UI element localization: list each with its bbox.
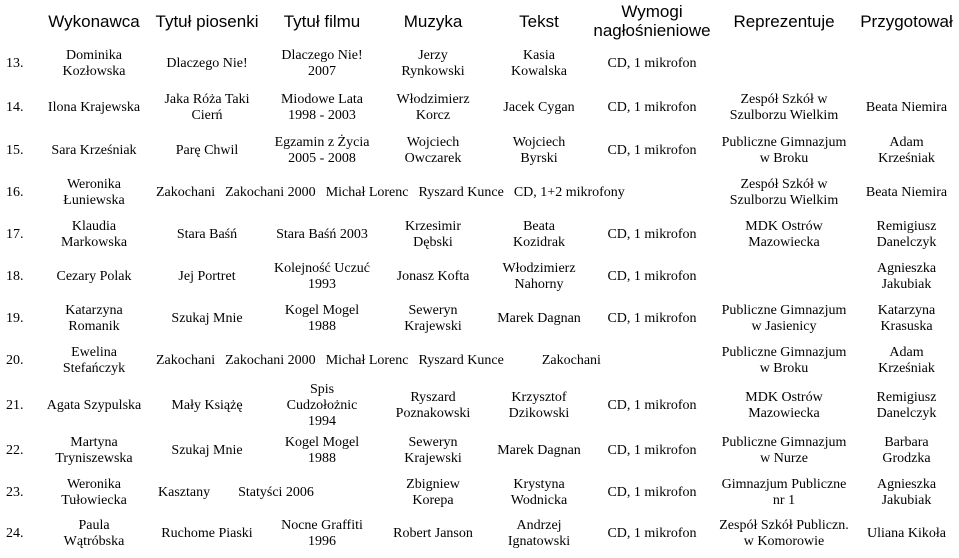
music-cell: Krzesimir Dębski xyxy=(405,219,461,250)
film-cell: Kolejność Uczuć 1993 xyxy=(273,261,371,292)
table-row xyxy=(0,172,959,214)
header-row xyxy=(0,0,959,42)
sound-cell: CD, 1 mikrofon xyxy=(607,311,697,326)
lyrics-cell: Krystyna Wodnicka xyxy=(510,477,568,508)
film-cell: Dlaczego Nie! 2007 xyxy=(281,48,363,79)
represents-cell: Gimnazjum Publiczne nr 1 xyxy=(721,477,847,508)
prepared-cell: Beata Niemira xyxy=(865,185,948,200)
music-cell: Seweryn Krajewski xyxy=(404,435,462,466)
performer-cell: Cezary Polak xyxy=(56,269,132,284)
merged-value: Ryszard Kunce xyxy=(418,353,504,368)
row-number: 16. xyxy=(6,185,24,200)
table-row xyxy=(0,129,959,172)
performer-cell: Katarzyna Romanik xyxy=(65,303,123,334)
row-number: 15. xyxy=(6,142,24,158)
row-number: 18. xyxy=(6,269,24,284)
merged-value: Statyści 2006 xyxy=(238,485,314,500)
row-number: 19. xyxy=(6,311,24,326)
lyrics-cell: Włodzimierz Nahorny xyxy=(502,261,576,292)
lyrics-cell: Marek Dagnan xyxy=(497,443,581,458)
header-lyrics: Tekst xyxy=(519,11,559,31)
music-cell: Jonasz Kofta xyxy=(396,269,470,284)
header-performer: Wykonawca xyxy=(48,11,140,31)
performer-cell: Weronika Tułowiecka xyxy=(61,477,127,508)
song-cell: Szukaj Mnie xyxy=(171,311,243,326)
lyrics-cell: Andrzej Ignatowski xyxy=(507,518,571,549)
represents-cell xyxy=(714,42,854,86)
row-number: 23. xyxy=(6,485,24,500)
header-film: Tytuł filmu xyxy=(283,11,361,31)
sound-cell: CD, 1 mikrofon xyxy=(607,398,697,413)
represents-cell: Publiczne Gimnazjum w Nurze xyxy=(721,435,847,466)
prepared-cell: Remigiusz Danelczyk xyxy=(876,390,937,421)
prepared-cell: Beata Niemira xyxy=(865,99,948,115)
song-cell: Szukaj Mnie xyxy=(171,443,243,458)
sound-cell: CD, 1 mikrofon xyxy=(607,269,697,284)
prepared-cell: Adam Krześniak xyxy=(878,345,935,376)
table-row xyxy=(0,382,959,430)
table-row xyxy=(0,42,959,86)
merged-value: CD, 1+2 mikrofony xyxy=(513,185,625,200)
represents-cell: Publiczne Gimnazjum w Broku xyxy=(721,134,847,166)
song-cell: Mały Książę xyxy=(171,398,243,413)
lyrics-cell: Jacek Cygan xyxy=(503,99,575,115)
music-cell: Seweryn Krajewski xyxy=(404,303,462,334)
music-cell: Zbigniew Korepa xyxy=(406,477,460,508)
merged-value: Zakochani xyxy=(156,353,216,368)
music-cell: Włodzimierz Korcz xyxy=(396,91,470,123)
merged-value: Michał Lorenc xyxy=(325,353,409,368)
music-cell: Ryszard Poznakowski xyxy=(395,390,471,421)
film-cell: Kogel Mogel 1988 xyxy=(284,303,360,334)
film-cell: Spis Cudzołożnic 1994 xyxy=(286,382,358,429)
represents-cell: MDK Ostrów Mazowiecka xyxy=(745,219,823,250)
film-cell: Stara Baśń 2003 xyxy=(276,227,368,242)
song-cell: Stara Baśń xyxy=(176,227,238,242)
sound-cell: CD, 1 mikrofon xyxy=(607,56,697,71)
performer-cell: Martyna Tryniszewska xyxy=(55,435,133,466)
film-cell: Miodowe Lata 1998 - 2003 xyxy=(280,91,364,123)
represents-cell: Publiczne Gimnazjum w Broku xyxy=(721,345,847,376)
lyrics-cell: Kasia Kowalska xyxy=(511,48,567,79)
film-cell: Nocne Graffiti 1996 xyxy=(281,518,363,549)
song-cell: Jej Portret xyxy=(178,269,236,284)
sound-cell: CD, 1 mikrofon xyxy=(607,99,697,115)
merged-value: Zakochani xyxy=(156,185,216,200)
table-row xyxy=(0,340,959,382)
merged-value: Kasztany xyxy=(158,485,211,500)
performer-cell: Klaudia Markowska xyxy=(60,219,128,250)
header-song: Tytuł piosenki xyxy=(155,11,259,31)
table-row xyxy=(0,514,959,554)
lyrics-cell: Wojciech Byrski xyxy=(512,134,566,166)
song-cell: Parę Chwil xyxy=(175,142,239,158)
merged-value: Zakochani xyxy=(541,353,601,368)
song-cell: Jaka Róża Taki Cierń xyxy=(164,91,250,123)
prepared-cell: Uliana Kikoła xyxy=(867,526,946,541)
prepared-cell xyxy=(854,42,959,86)
prepared-cell: Adam Krześniak xyxy=(878,134,935,166)
row-number: 24. xyxy=(6,526,24,541)
represents-cell: MDK Ostrów Mazowiecka xyxy=(745,390,823,421)
song-cell: Ruchome Piaski xyxy=(161,526,253,541)
table-row xyxy=(0,214,959,256)
row-number: 17. xyxy=(6,227,24,242)
represents-cell: Zespół Szkół w Szulborzu Wielkim xyxy=(729,177,839,208)
performer-cell: Weronika Łuniewska xyxy=(63,177,125,208)
prepared-cell: Agnieszka Jakubiak xyxy=(876,261,937,292)
film-cell: Egzamin z Życia 2005 - 2008 xyxy=(274,134,370,166)
music-cell: Robert Janson xyxy=(393,526,473,541)
row-number: 21. xyxy=(6,398,24,413)
film-cell: Kogel Mogel 1988 xyxy=(284,435,360,466)
prepared-cell: Agnieszka Jakubiak xyxy=(876,477,937,508)
merged-cell xyxy=(148,172,714,214)
performer-cell: Paula Wątróbska xyxy=(63,518,125,549)
table-row xyxy=(0,298,959,340)
prepared-cell: Remigiusz Danelczyk xyxy=(876,219,937,250)
row-number: 14. xyxy=(6,99,24,115)
header-represents: Reprezentuje xyxy=(733,11,835,31)
represents-cell xyxy=(714,256,854,298)
merged-cell xyxy=(148,472,378,514)
lyrics-cell: Beata Kozidrak xyxy=(512,219,566,250)
sound-cell: CD, 1 mikrofon xyxy=(607,142,697,158)
sound-cell: CD, 1 mikrofon xyxy=(607,526,697,541)
merged-value: Zakochani 2000 xyxy=(225,353,316,368)
performer-cell: Sara Krześniak xyxy=(51,142,137,158)
sound-cell: CD, 1 mikrofon xyxy=(607,485,697,500)
prepared-cell: Barbara Grodzka xyxy=(882,435,931,466)
merged-value: Ryszard Kunce xyxy=(418,185,504,200)
sound-cell: CD, 1 mikrofon xyxy=(607,227,697,242)
represents-cell: Zespół Szkół w Szulborzu Wielkim xyxy=(729,91,839,123)
table-row xyxy=(0,472,959,514)
header-prepared: Przygotował xyxy=(860,11,953,31)
table-row xyxy=(0,256,959,298)
performer-cell: Ilona Krajewska xyxy=(47,99,141,115)
lyrics-cell: Krzysztof Dzikowski xyxy=(508,390,570,421)
music-cell: Jerzy Rynkowski xyxy=(401,48,465,79)
performer-cell: Agata Szypulska xyxy=(46,398,142,413)
table-row xyxy=(0,430,959,472)
row-number: 13. xyxy=(6,56,24,71)
sound-cell: CD, 1 mikrofon xyxy=(607,443,697,458)
represents-cell: Zespół Szkół Publiczn. w Komorowie xyxy=(719,518,849,549)
performer-cell: Dominika Kozłowska xyxy=(62,48,126,79)
header-sound: Wymogi nagłośnieniowe xyxy=(593,2,711,40)
lyrics-cell: Marek Dagnan xyxy=(497,311,581,326)
header-num xyxy=(0,0,40,42)
merged-cell xyxy=(148,340,714,382)
represents-cell: Publiczne Gimnazjum w Jasienicy xyxy=(721,303,847,334)
music-cell: Wojciech Owczarek xyxy=(404,134,462,166)
performer-cell: Ewelina Stefańczyk xyxy=(62,345,126,376)
song-cell: Dlaczego Nie! xyxy=(166,56,248,71)
row-number: 22. xyxy=(6,443,24,458)
merged-value: Zakochani 2000 xyxy=(225,185,316,200)
merged-value: Michał Lorenc xyxy=(325,185,409,200)
row-number: 20. xyxy=(6,353,24,368)
prepared-cell: Katarzyna Krasuska xyxy=(877,303,936,334)
table-row xyxy=(0,86,959,129)
header-music: Muzyka xyxy=(403,11,463,31)
